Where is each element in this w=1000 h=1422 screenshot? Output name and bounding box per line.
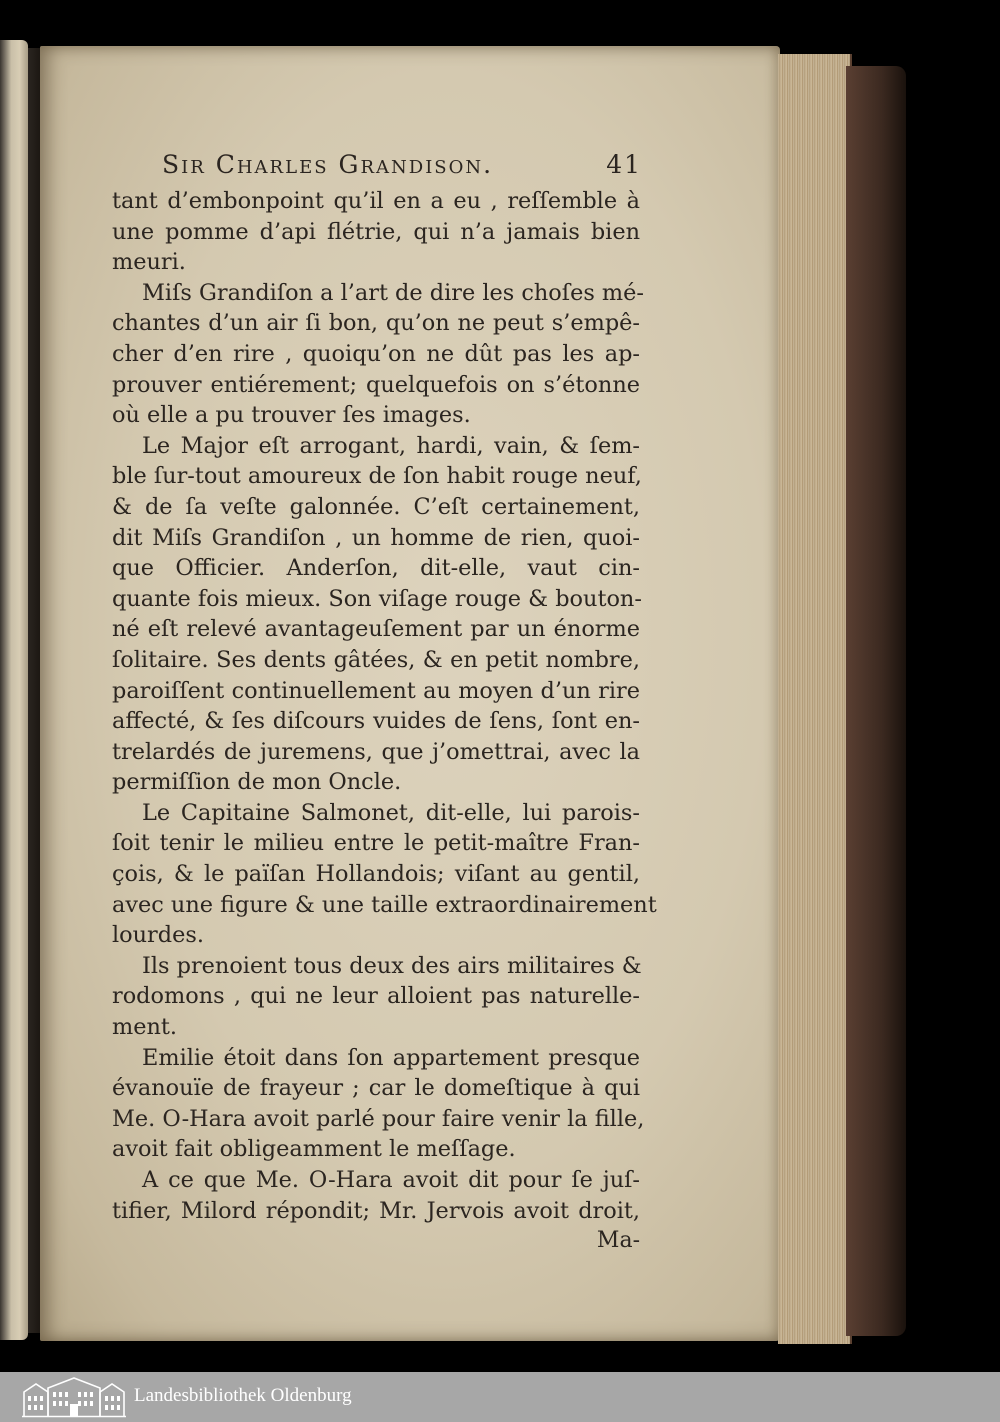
page-text [112,150,657,1256]
text-line: ſolitaire. Ses dents gâtées, & en petit nombre, [112,646,640,673]
text-line: Me. O-Hara avoit parlé pour faire venir la fille, [112,1105,645,1132]
text-line: & de ſa veſte galonnée. C’eſt certainement, [112,493,640,520]
text-line: A ce que Me. O-Hara avoit dit pour ſe juſ- [142,1167,640,1193]
text-line: ment. [112,1014,178,1041]
text-line: avec une figure & une taille extraordinairement [112,891,657,918]
left-page-edge [0,40,28,1340]
footer-bar [0,1372,1000,1422]
text-line: affecté, & ſes diſcours vuides de ſens, ſont en- [112,708,640,735]
text-line: évanouïe de frayeur ; car le domeſtique à qui [112,1075,640,1102]
text-line: ſoit tenir le milieu entre le petit-maître Fran- [112,830,640,857]
book-cover-edge [846,66,906,1336]
text-line: dit Miſs Grandiſon , un homme de rien, quoi- [112,524,640,551]
text-line: prouver entiérement; quelquefois on s’étonne [112,371,640,398]
page-stack-edges [778,54,852,1344]
text-line: permiſſion de mon Oncle. [112,769,402,796]
body-text [112,186,657,1226]
text-line: çois, & le païſan Hollandois; viſant au gentil, [112,861,640,888]
text-line: rodomons , qui ne leur alloient pas naturelle- [112,983,640,1010]
text-line: tifier, Milord répondit; Mr. Jervois avoit droit, [112,1197,640,1224]
text-line: meuri. [112,249,186,276]
library-building-icon [22,1376,126,1418]
text-line: Le Major eſt arrogant, hardi, vain, & ſem- [142,432,640,459]
text-line: où elle a pu trouver ſes images. [112,402,471,429]
running-head [162,150,642,184]
text-line: que Officier. Anderſon, dit-elle, vaut cin- [112,555,640,582]
text-line: avoit fait obligeamment le meſſage. [112,1136,516,1163]
text-line: paroiſſent continuellement au moyen d’un rire [112,677,640,704]
text-line: Emilie étoit dans ſon appartement presque [142,1044,640,1071]
page-number: 41 [606,150,642,179]
text-line: tant d’embonpoint qu’il en a eu , reſſemble à [112,188,640,214]
running-title: Sir Charles Grandison. [162,150,494,179]
text-line: Le Capitaine Salmonet, dit-elle, lui parois- [142,799,640,826]
text-line: quante fois mieux. Son viſage rouge & bouton- [112,585,642,612]
text-line: trelardés de juremens, que j’omettrai, avec la [112,738,640,765]
text-line: une pomme d’api flétrie, qui n’a jamais bien [112,218,640,245]
text-line: Ils prenoient tous deux des airs militaires & [142,952,642,979]
text-line: lourdes. [112,922,204,949]
library-name: Landesbibliothek Oldenburg [134,1385,352,1406]
text-line: chantes d’un air ſi bon, qu’on ne peut s’empê- [112,310,640,337]
catchword: Ma- [596,1228,640,1254]
text-line: né eſt relevé avantageuſement par un énorme [112,616,640,643]
text-line: Miſs Grandiſon a l’art de dire les choſes mé- [142,279,644,306]
text-line: cher d’en rire , quoiqu’on ne dût pas les ap- [112,340,640,367]
text-line: ble ſur-tout amoureux de ſon habit rouge neuf, [112,463,642,490]
